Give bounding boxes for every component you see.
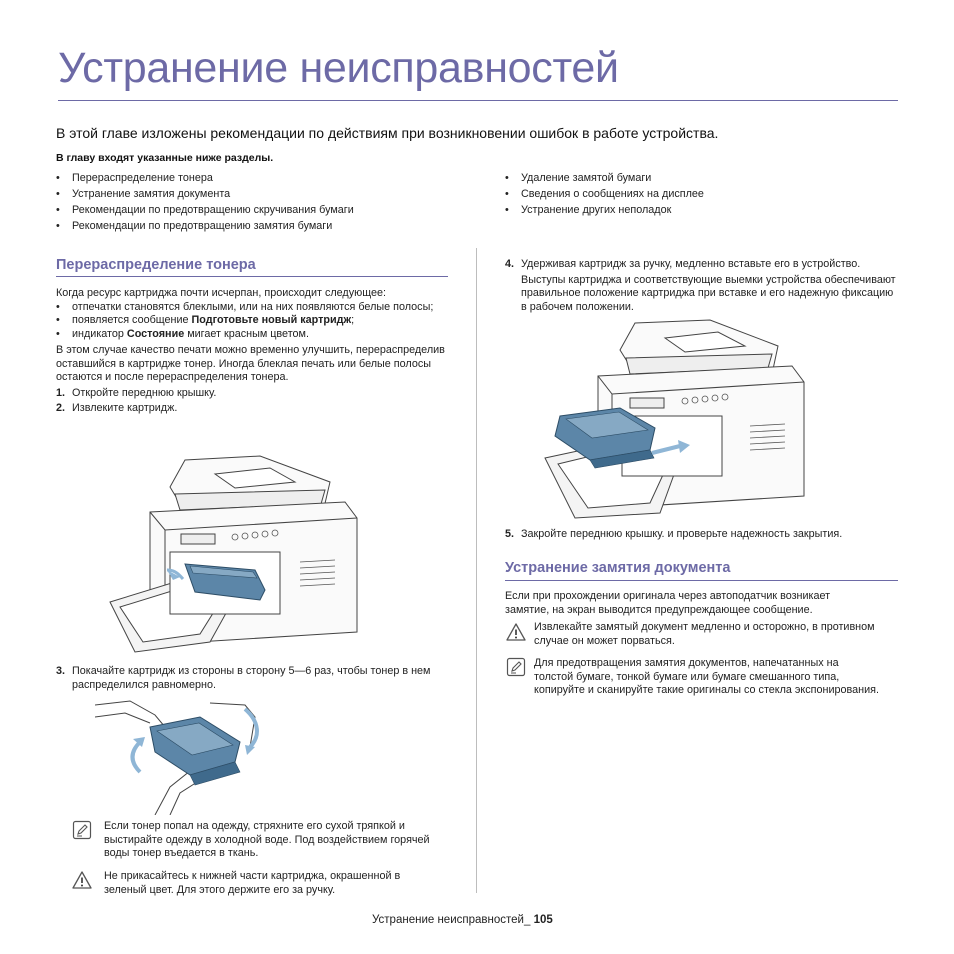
note-pencil-icon	[72, 820, 92, 840]
toc-item[interactable]: • Устранение замятия документа	[56, 186, 456, 202]
step-2	[56, 402, 448, 416]
step-text: Удерживая картридж за ручку, медленно вставьте его в устройство.	[521, 258, 861, 270]
step-number: 1.	[56, 386, 66, 399]
step-text: Извлеките картридж.	[72, 402, 178, 414]
toc-item[interactable]: • Перераспределение тонера	[56, 170, 456, 186]
message-name: Подготовьте новый картридж	[191, 314, 352, 326]
symptom-item	[56, 301, 448, 315]
step-number: 5.	[505, 528, 515, 540]
sections-label: В главу входят указанные ниже разделы.	[56, 152, 274, 164]
step-5	[505, 528, 897, 542]
toc-item[interactable]: • Сведения о сообщениях на дисплее	[505, 186, 885, 202]
step-number: 4.	[505, 258, 515, 270]
step-4-detail: Выступы картриджа и соответствующие выемки устройства обеспечивают правильное положение картриджа при вставке и его надежную фиксацию в рабочем положении.	[521, 273, 896, 313]
docjam-caution: Извлекайте замятый документ медленно и осторожно, в противном случае он может порваться.	[534, 621, 875, 647]
toc-item[interactable]: • Рекомендации по предотвращению замятия бумаги	[56, 218, 456, 234]
step-3	[56, 665, 448, 692]
docjam-lead: Если при прохождении оригинала через автоподатчик возникает замятие, на экран выводится предупреждающее сообщение.	[505, 590, 831, 616]
page-number: 105	[533, 914, 553, 926]
toc-item[interactable]: • Устранение других неполадок	[505, 202, 885, 218]
printer-insert-cartridge-illustration	[540, 318, 810, 523]
page-footer	[372, 914, 553, 926]
docjam-note: Для предотвращения замятия документов, напечатанных на толстой бумаге, тонкой бумаге или бумаге смешанного типа, копируйте и сканируйте такие оригиналы со стекла экспонирования.	[534, 657, 879, 696]
indicator-name: Состояние	[126, 327, 185, 340]
symptom-text: мигает красным цветом.	[184, 327, 309, 340]
step-number: 3.	[56, 665, 66, 677]
step-text: Покачайте картридж из стороны в сторону 5—6 раз, чтобы тонер в нем распределился равномерно.	[72, 665, 431, 691]
printer-remove-cartridge-illustration	[95, 452, 370, 657]
step-4	[505, 258, 897, 314]
toc-item[interactable]: • Удаление замятой бумаги	[505, 170, 885, 186]
toner-paragraph: В этом случае качество печати можно временно улучшить, перераспределив оставшийся в картридже тонер. Иногда блеклая печать или белые полосы остаются и после перераспределения тонера.	[56, 344, 445, 383]
toner-heading-rule	[56, 276, 448, 277]
toc-left	[56, 170, 456, 234]
toner-heading: Перераспределение тонера	[56, 257, 256, 273]
caution-triangle-icon	[506, 622, 526, 642]
note-clothing: Если тонер попал на одежду, стряхните его сухой тряпкой и выстирайте одежду в холодной воде. Под воздействием горячей воды тонер въедается в ткань.	[104, 820, 430, 859]
symptom-item	[56, 314, 448, 328]
toner-lead: Когда ресурс картриджа почти исчерпан, происходит следующее:	[56, 287, 386, 299]
note-pencil-icon	[506, 657, 526, 677]
toner-intro-block	[56, 287, 448, 416]
symptom-text: индикатор	[72, 327, 127, 340]
step-text: Откройте переднюю крышку.	[72, 386, 217, 399]
docjam-heading-rule	[505, 580, 898, 581]
step-1	[56, 387, 448, 401]
symptom-text: ;	[351, 314, 355, 326]
toner-symptoms	[56, 301, 448, 342]
footer-label: Устранение неисправностей_	[372, 914, 534, 926]
symptom-text: появляется сообщение	[72, 314, 192, 326]
symptom-text: отпечатки становятся блеклыми, или на них появляются белые полосы;	[72, 300, 434, 313]
toc-item[interactable]: • Рекомендации по предотвращению скручивания бумаги	[56, 202, 456, 218]
step-text: Закройте переднюю крышку. и проверьте надежность закрытия.	[521, 528, 843, 540]
page-title: Устранение неисправностей	[58, 44, 619, 92]
symptom-item	[56, 328, 448, 342]
shake-cartridge-illustration	[95, 697, 275, 815]
docjam-heading: Устранение замятия документа	[505, 560, 731, 576]
caution-triangle-icon	[72, 870, 92, 890]
step-number: 2.	[56, 402, 66, 414]
caution-green-part: Не прикасайтесь к нижней части картриджа, окрашенной в зеленый цвет. Для этого держите его за ручку.	[104, 870, 401, 896]
intro-text: В этой главе изложены рекомендации по действиям при возникновении ошибок в работе устройства.	[56, 125, 719, 141]
column-divider	[476, 248, 477, 893]
toc-right	[505, 170, 885, 218]
title-rule	[58, 100, 898, 101]
